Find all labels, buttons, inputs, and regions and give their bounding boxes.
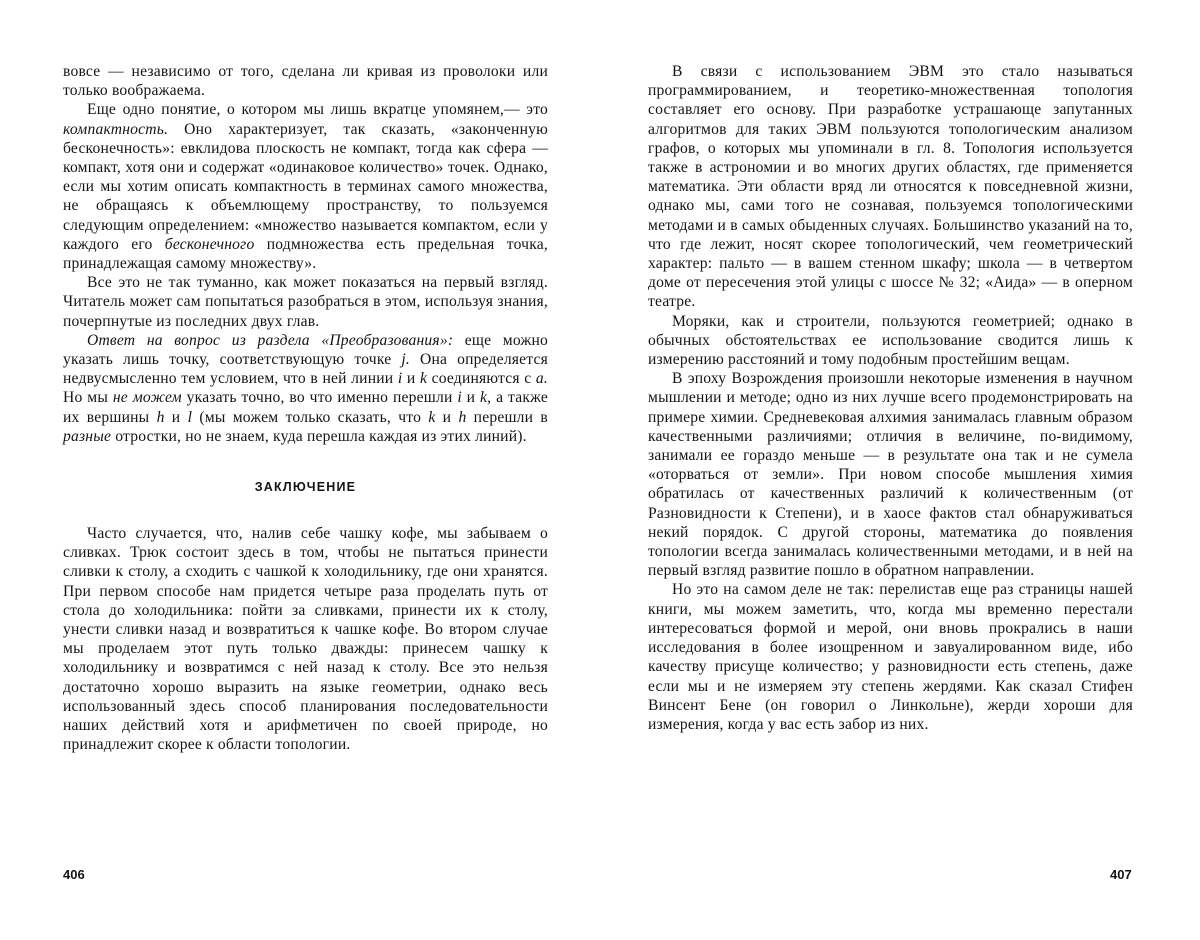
emphasis-text: a. <box>535 370 548 388</box>
emphasis-text: Ответ на вопрос из раздела «Преобразования»: <box>87 331 454 349</box>
text-run: и <box>164 408 188 426</box>
text-run: и <box>461 389 481 407</box>
emphasis-text: бесконечного <box>164 235 255 253</box>
paragraph <box>648 62 1133 312</box>
text-run: Но это на самом деле не так: перелистав еще раз страницы нашей книги, мы можем заметить, что, когда мы временно перестали интересоваться формой и мерой, они вновь прокрались в наши исследования в более изощренном и завуалированном виде, ибо качеству присуще количество; у разновидности есть степень, даже если мы и не измеряем эту степень жердями. Как сказал Стифен Винсент Бене (он говорил о Линкольне), жерди хороши для измерения, когда у вас есть забор из них. <box>648 581 1133 733</box>
text-run: В связи с использованием ЭВМ это стало называться программированием, и теоретико-множественная топология составляет его основу. При разработке устрашающе запутанных алгоритмов для таких ЭВМ пользуются топологическим анализом графов, о которых мы упоминали в гл. 8. Топология используется также в астрономии и во многих других областях, где применяется математика. Эти области вряд ли относятся к повседневной жизни, однако мы, сами того не сознавая, пользуемся топологическими методами и в самых обыденных случаях. Большинство указаний на то, что где лежит, носят скорее топологический, чем геометрический характер: пальто — в вашем стенном шкафу; школа — в четвертом доме от пересечения этой улицы с шоссе № 32; «Аида» — в оперном театре. <box>648 63 1133 311</box>
left-page-text-bottom <box>63 524 548 754</box>
emphasis-text: не можем <box>112 389 182 407</box>
text-run: перешли в <box>466 408 548 426</box>
right-page-text <box>648 62 1133 734</box>
left-page <box>63 62 548 755</box>
paragraph <box>63 331 548 446</box>
paragraph <box>648 312 1133 370</box>
text-run: еще можно указать лишь точку, соответствующую точке <box>63 331 548 369</box>
emphasis-text: компактность. <box>63 120 169 138</box>
emphasis-text: j. <box>401 351 410 369</box>
left-page-text-top <box>63 62 548 446</box>
emphasis-text: i <box>457 389 462 407</box>
text-run: соединяются с <box>427 370 536 388</box>
text-run: (мы можем только сказать, что <box>192 408 429 426</box>
text-run: подмножества есть предельная точка, принадлежащая самому множеству». <box>63 235 548 273</box>
text-run: вовсе — независимо от того, сделана ли кривая из проволоки или только воображаема. <box>63 63 548 100</box>
text-run: Моряки, как и строители, пользуются геометрией; однако в обычных обстоятельствах ее использование сводится лишь к измерению расстояний и тому подобным простейшим вещам. <box>648 312 1133 369</box>
text-run: отростки, но не знаем, куда перешла каждая из этих линий). <box>111 427 527 445</box>
paragraph <box>63 100 548 273</box>
paragraph <box>63 273 548 331</box>
page-number-left: 406 <box>63 867 85 882</box>
paragraph <box>63 62 548 100</box>
right-page <box>648 62 1133 734</box>
text-run: и <box>402 370 420 388</box>
emphasis-text: l <box>187 408 193 426</box>
text-run: Все это не так туманно, как может показаться на первый взгляд. Читатель может сам попытаться разобраться в этом, используя знания, почерпнутые из последних двух глав. <box>63 274 548 330</box>
text-run: В эпоху Возрождения произошли некоторые изменения в научном мышлении и методе; одно из них лучше всего продемонстрировать на примере химии. Средневековая алхимия занималась главным образом качественными различиями; отличия в величине, по-видимому, занимали ее гораздо меньше — в результате она так и не сумела «оторваться от земли». При новом способе мышления химия обратилась от качественных различий к количественным (от Разновидности к Степени), и в хаосе фактов стал обнаруживаться некий порядок. С другой стороны, математика до появления топологии всегда занималась количественными методами, и в ней на первый взгляд развитие пошло в обратном направлении. <box>648 370 1133 580</box>
text-run: Но мы <box>63 389 113 407</box>
paragraph <box>63 524 548 754</box>
text-run: Часто случается, что, налив себе чашку кофе, мы забываем о сливках. Трюк состоит здесь в том, чтобы не пытаться принести сливки к столу, а сходить с чашкой к холодильнику, где они хранятся. При первом способе нам придется четыре раза проделать путь от стола до холодильника: пойти за сливками, принести их к столу, унести сливки назад и возвратиться к чашке кофе. Во втором случае мы проделаем этот путь только дважды: принесем чашку к холодильнику и возвратимся с ней назад к столу. Все это нельзя достаточно хорошо выразить на языке геометрии, однако весь использованный здесь способ планирования последовательности наших действий хотя и арифметичен по своей природе, но принадлежит скорее к области топологии. <box>63 525 548 754</box>
emphasis-text: h <box>156 408 165 426</box>
page-number-right: 407 <box>1110 867 1132 882</box>
text-run: Оно характеризует, так сказать, «законченную бесконечность»: евклидова плоскость не компакт, тогда как сфера — компакт, хотя они и содержат «одинаковое количество» точек. Однако, если мы хотим описать компактность в терминах самого множества, не обращаясь к объемлющему пространству, то пользуемся следующим определением: «множество называется компактом, если у каждого его <box>63 120 548 253</box>
paragraph <box>648 580 1133 734</box>
text-run: Она определяется недвусмысленно тем условием, что в ней линии <box>63 351 548 388</box>
text-run: указать точно, во что именно перешли <box>181 389 458 407</box>
text-run: и <box>435 408 459 426</box>
emphasis-text: k <box>428 408 436 426</box>
emphasis-text: k, <box>480 389 492 407</box>
emphasis-text: h <box>458 408 467 426</box>
emphasis-text: i <box>397 370 403 388</box>
emphasis-text: k <box>419 370 428 388</box>
paragraph <box>648 369 1133 580</box>
section-heading: ЗАКЛЮЧЕНИЕ <box>254 480 357 495</box>
text-run: а также их вершины <box>63 389 548 426</box>
text-run: Еще одно понятие, о котором мы лишь вкратце упомянем,— это <box>87 101 548 119</box>
emphasis-text: разные <box>63 427 112 445</box>
